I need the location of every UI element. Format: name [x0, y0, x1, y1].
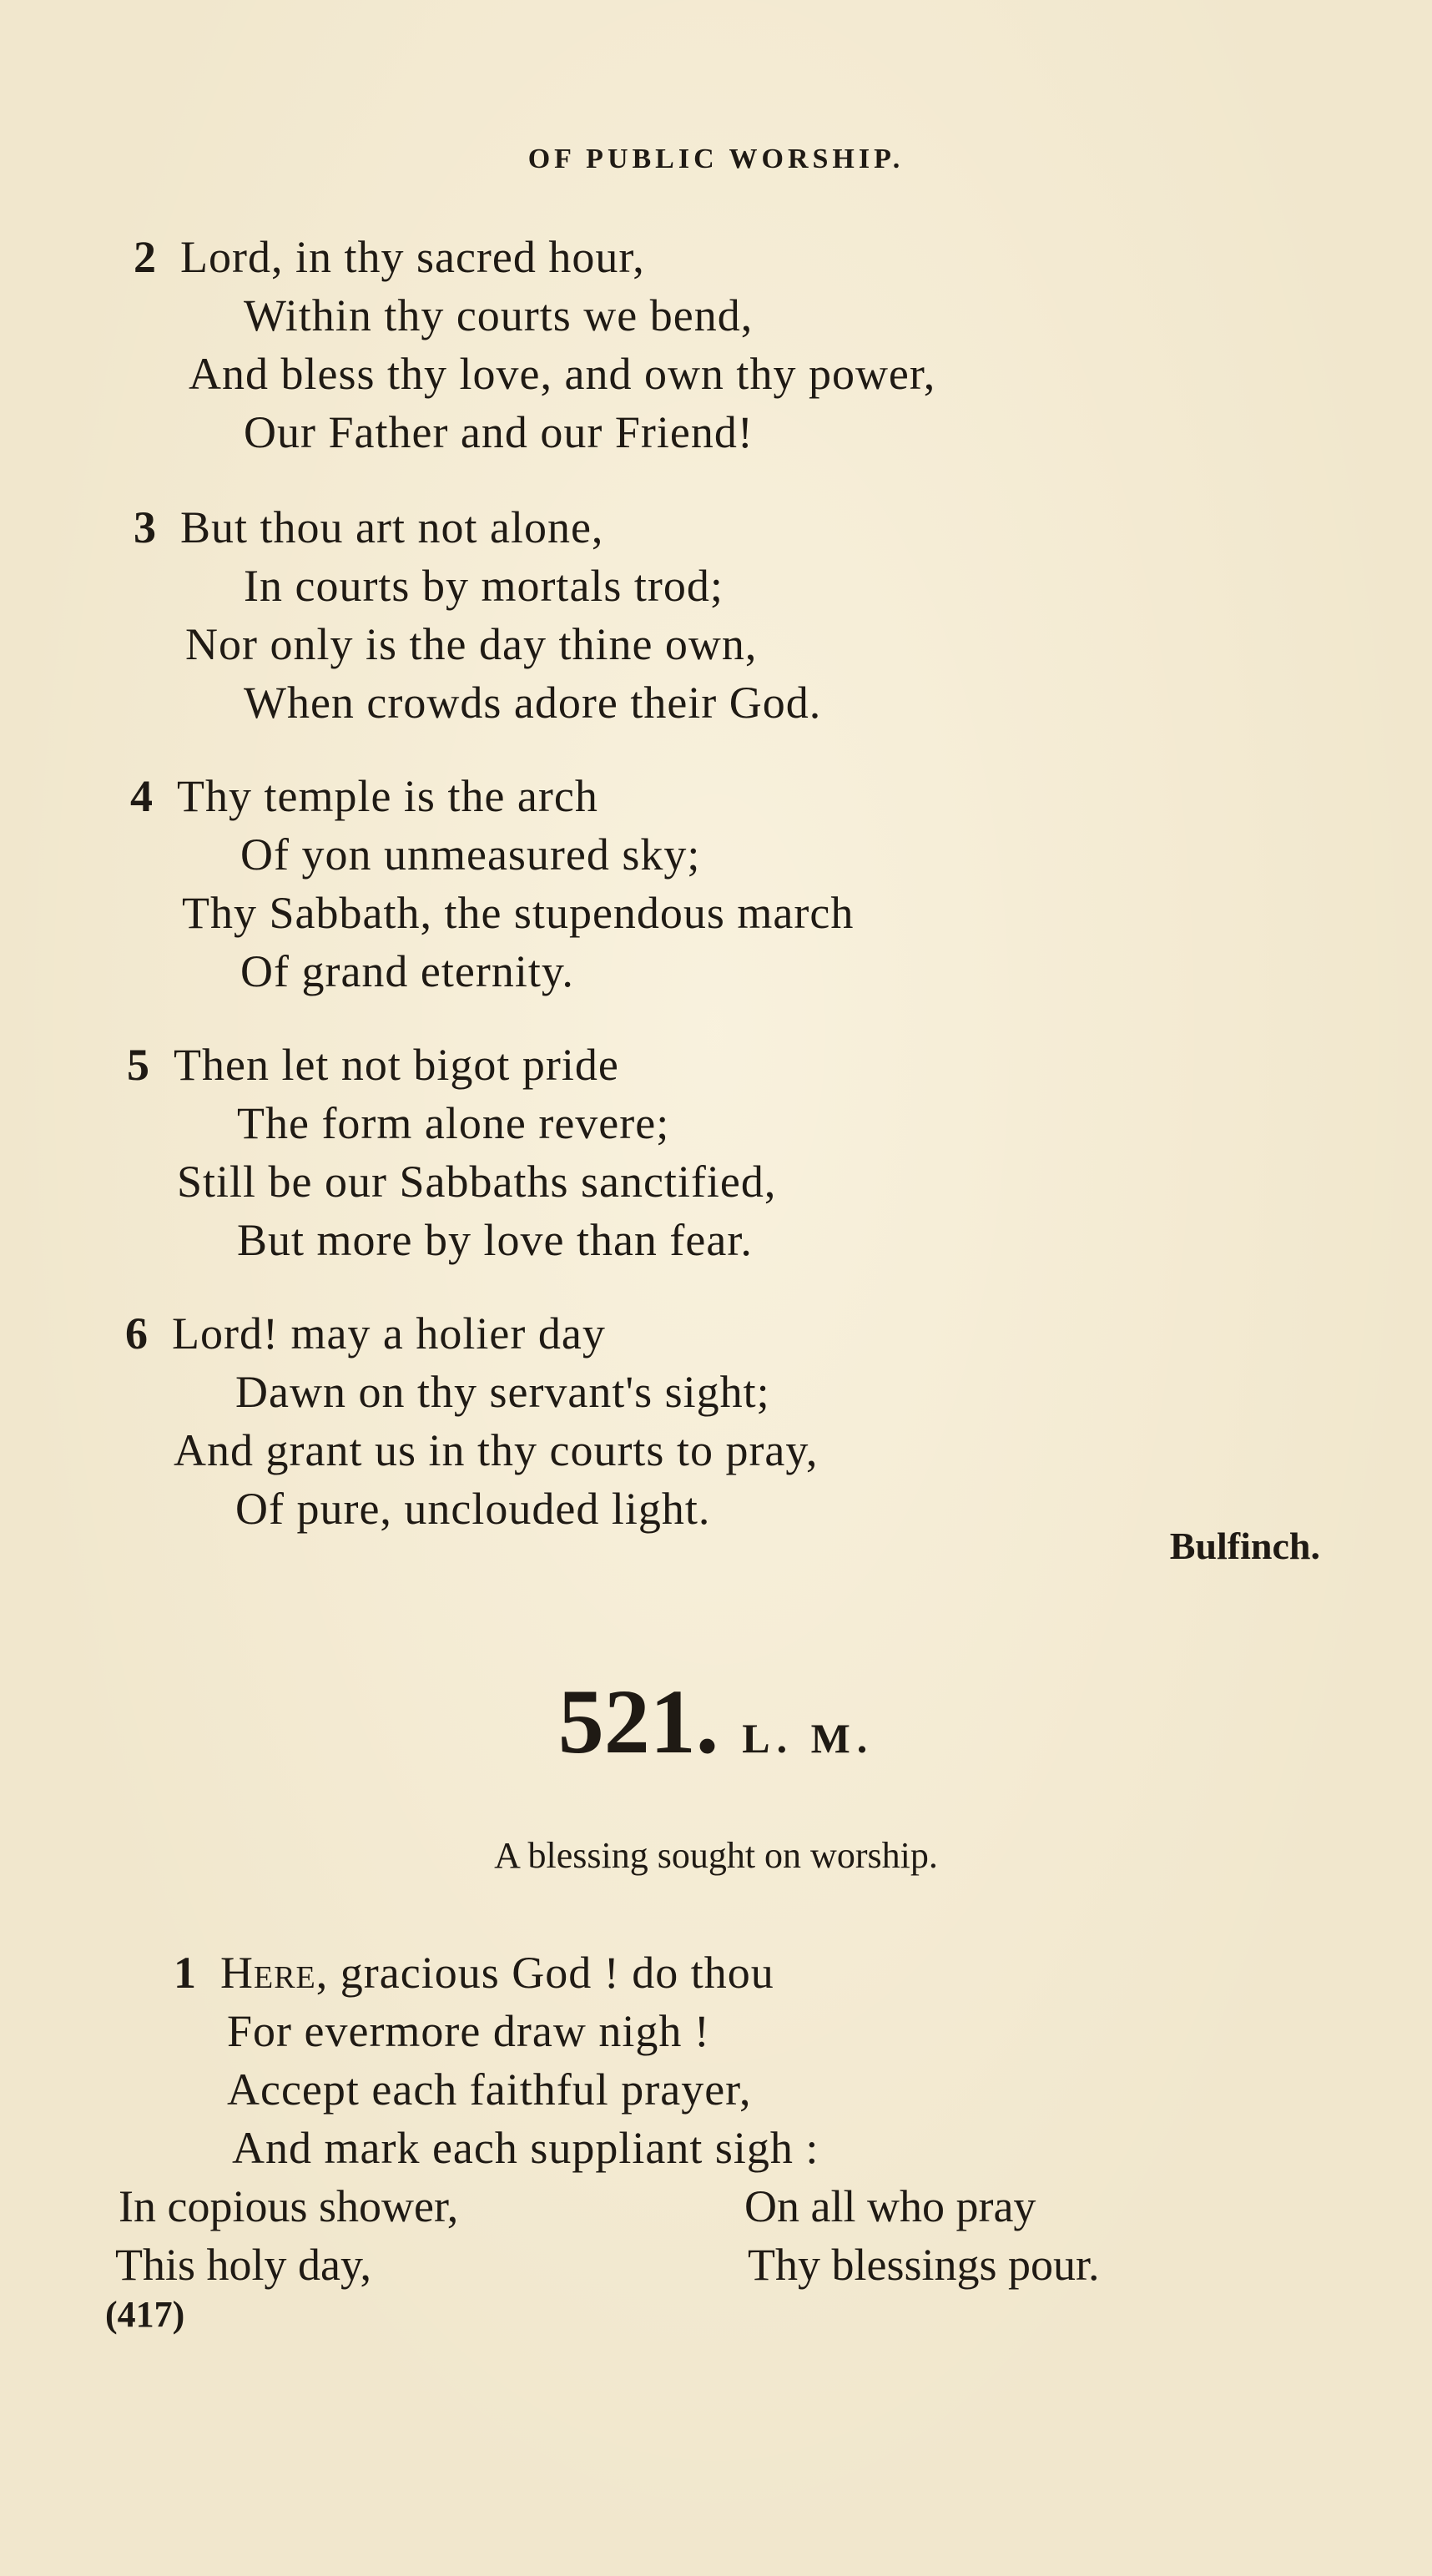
verse-3-line-3: Nor only is the day thine own, [185, 619, 758, 669]
verse-6-line-4: Of pure, unclouded light. [235, 1484, 711, 1534]
first-word: Here, [220, 1948, 329, 1998]
verse-4-line-2: Of yon unmeasured sky; [240, 829, 701, 880]
verse-2-line-1: 2 Lord, in thy sacred hour, [134, 232, 645, 282]
verse-number: 4 [130, 771, 154, 821]
verse-5-line-3: Still be our Sabbaths sanctified, [177, 1157, 777, 1207]
verse-6-line-1: 6 Lord! may a holier day [125, 1308, 606, 1359]
verse-number: 1 [174, 1948, 197, 1998]
hymn-heading [0, 1669, 1432, 1775]
running-head: OF PUBLIC WORSHIP. [527, 144, 905, 174]
refrain-right-2: Thy blessings pour. [748, 2240, 1100, 2290]
verse-6-line-2: Dawn on thy servant's sight; [235, 1367, 770, 1417]
verse-2-line-2: Within thy courts we bend, [244, 290, 754, 340]
verse-4-line-1: 4 Thy temple is the arch [130, 771, 598, 821]
verse-6-line-3: And grant us in thy courts to pray, [174, 1425, 819, 1475]
verse-number: 2 [134, 232, 157, 282]
verse-5-line-2: The form alone revere; [237, 1098, 670, 1148]
hymn-521-line-1: 1 Here, gracious God ! do thou [174, 1948, 774, 1998]
hymn-521-line-4: And mark each suppliant sigh : [232, 2123, 819, 2173]
hymn-meter: L. M. [742, 1715, 875, 1762]
hymn-subtitle: A blessing sought on worship. [494, 1835, 938, 1876]
verse-3-line-1: 3 But thou art not alone, [134, 502, 604, 552]
verse-number: 3 [134, 502, 157, 552]
refrain-right-1: On all who pray [744, 2181, 1036, 2231]
hymn-number: 521. [557, 1671, 719, 1772]
verse-2-line-3: And bless thy love, and own thy power, [189, 349, 936, 399]
refrain-left-1: In copious shower, [118, 2181, 459, 2231]
verse-4-line-3: Thy Sabbath, the stupendous march [182, 888, 855, 938]
hymn-521-line-3: Accept each faithful prayer, [227, 2064, 752, 2115]
verse-3-line-2: In courts by mortals trod; [244, 561, 724, 611]
verse-4-line-4: Of grand eternity. [240, 946, 574, 996]
author-attribution: Bulfinch. [1169, 1525, 1320, 1567]
verse-5-line-1: 5 Then let not bigot pride [127, 1040, 619, 1090]
verse-2-line-4: Our Father and our Friend! [244, 407, 754, 457]
refrain-left-2: This holy day, [115, 2240, 371, 2290]
verse-number: 6 [125, 1308, 149, 1359]
verse-5-line-4: But more by love than fear. [237, 1215, 753, 1265]
verse-number: 5 [127, 1040, 150, 1090]
verse-3-line-4: When crowds adore their God. [244, 678, 822, 728]
page-folio: (417) [105, 2294, 185, 2335]
hymn-521-line-2: For evermore draw nigh ! [227, 2006, 710, 2056]
